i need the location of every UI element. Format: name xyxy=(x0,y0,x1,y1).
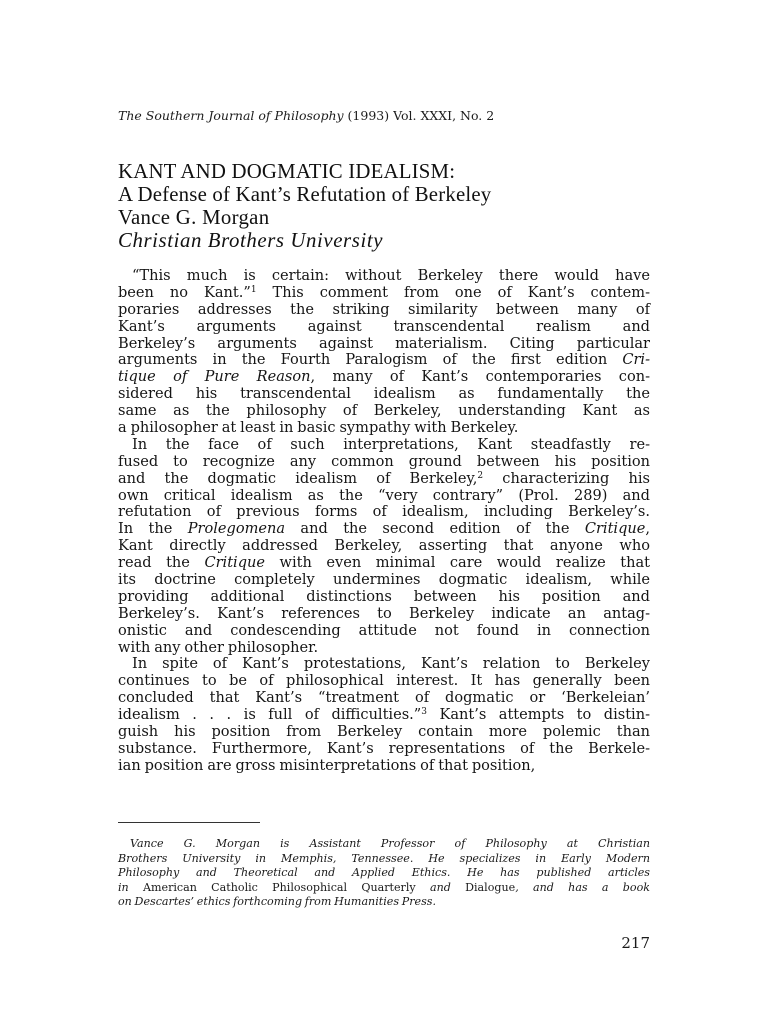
body-line: been no Kant.”$^1$ This comment from one of Kant’s contem- xyxy=(118,283,650,301)
body-line: arguments in the Fourth Paralogism of the first edition Cri- xyxy=(118,351,650,369)
body-line: and the dogmatic idealism of Berkeley,$^2$ characterizing his xyxy=(118,469,650,487)
body-line: concluded that Kant’s “treatment of dogmatic or ‘Berkeleian’ xyxy=(118,689,650,707)
footnote-line: Brothers University in Memphis, Tennessee. He specializes in Early Modern xyxy=(118,851,650,865)
article-heading xyxy=(118,160,658,252)
body-line: In the Prolegomena and the second edition of the Critique, xyxy=(118,520,650,538)
footnote-rule xyxy=(118,822,260,823)
body-line: with any other philosopher. xyxy=(118,638,319,656)
body-line: guish his position from Berkeley contain more polemic than xyxy=(118,723,650,741)
footnote-line: Vance G. Morgan is Assistant Professor of Philosophy at Christian xyxy=(130,837,650,850)
body-line: same as the philosophy of Berkeley, understanding Kant as xyxy=(118,402,650,420)
body-line: “This much is certain: without Berkeley there would have xyxy=(132,267,650,284)
body-line: fused to recognize any common ground between his position xyxy=(118,452,650,470)
body-line: sidered his transcendental idealism as fundamentally the xyxy=(118,385,650,403)
article-title: KANT AND DOGMATIC IDEALISM: xyxy=(118,160,456,183)
body-line: poraries addresses the striking similarity between many of xyxy=(118,300,650,318)
body-line: providing additional distinctions between his position and xyxy=(118,587,650,605)
body-line: In the face of such interpretations, Kant steadfastly re- xyxy=(132,435,650,453)
body-line: refutation of previous forms of idealism, including Berkeley’s. xyxy=(118,503,650,521)
footnote-line: in American Catholic Philosophical Quarterly and Dialogue, and has a book xyxy=(118,880,650,894)
footnote-reference: 3 xyxy=(421,707,427,718)
article-body xyxy=(118,268,650,775)
body-line: idealism . . . is full of difficulties.”$^3$ Kant’s attempts to distin- xyxy=(118,706,650,724)
footnote-line: on Descartes’ ethics forthcoming from Humanities Press. xyxy=(118,895,436,909)
author-affiliation: Christian Brothers University xyxy=(118,229,384,252)
body-line: Kant’s arguments against transcendental realism and xyxy=(118,317,650,335)
body-line: read the Critique with even minimal care would realize that xyxy=(118,554,650,572)
body-line: Kant directly addressed Berkeley, asserting that anyone who xyxy=(118,537,650,555)
footnote-reference: 1 xyxy=(250,284,257,295)
author-footnote xyxy=(118,837,650,910)
body-line: In spite of Kant’s protestations, Kant’s relation to Berkeley xyxy=(132,655,650,673)
body-line: substance. Furthermore, Kant’s representations of the Berkele- xyxy=(118,739,650,757)
body-line: onistic and condescending attitude not found in connection xyxy=(118,621,650,639)
body-line: Berkeley’s arguments against materialism. Citing particular xyxy=(118,334,650,352)
body-line: continues to be of philosophical interest. It has generally been xyxy=(118,672,650,690)
body-line: Berkeley’s. Kant’s references to Berkeley indicate an antag- xyxy=(118,604,650,622)
body-line: its doctrine completely undermines dogmatic idealism, while xyxy=(118,571,650,589)
journal-name: The Southern Journal of Philosophy xyxy=(118,108,344,123)
running-head xyxy=(118,108,658,124)
journal-issue-details: (1993) Vol. XXXI, No. 2 xyxy=(343,108,495,123)
body-line: a philosopher at least in basic sympathy with Berkeley. xyxy=(118,419,519,437)
body-line: own critical idealism as the “very contrary” (Prol. 289) and xyxy=(118,486,650,504)
body-line: tique of Pure Reason, many of Kant’s contemporaries con- xyxy=(118,368,650,386)
body-line: ian position are gross misinterpretations of that position, xyxy=(118,756,536,774)
author-name: Vance G. Morgan xyxy=(118,206,270,229)
footnote-line: Philosophy and Theoretical and Applied Ethics. He has published articles xyxy=(118,866,650,880)
footnote-reference: 2 xyxy=(477,470,484,481)
article-subtitle: A Defense of Kant’s Refutation of Berkeley xyxy=(118,183,492,206)
page-number: 217 xyxy=(621,934,650,952)
